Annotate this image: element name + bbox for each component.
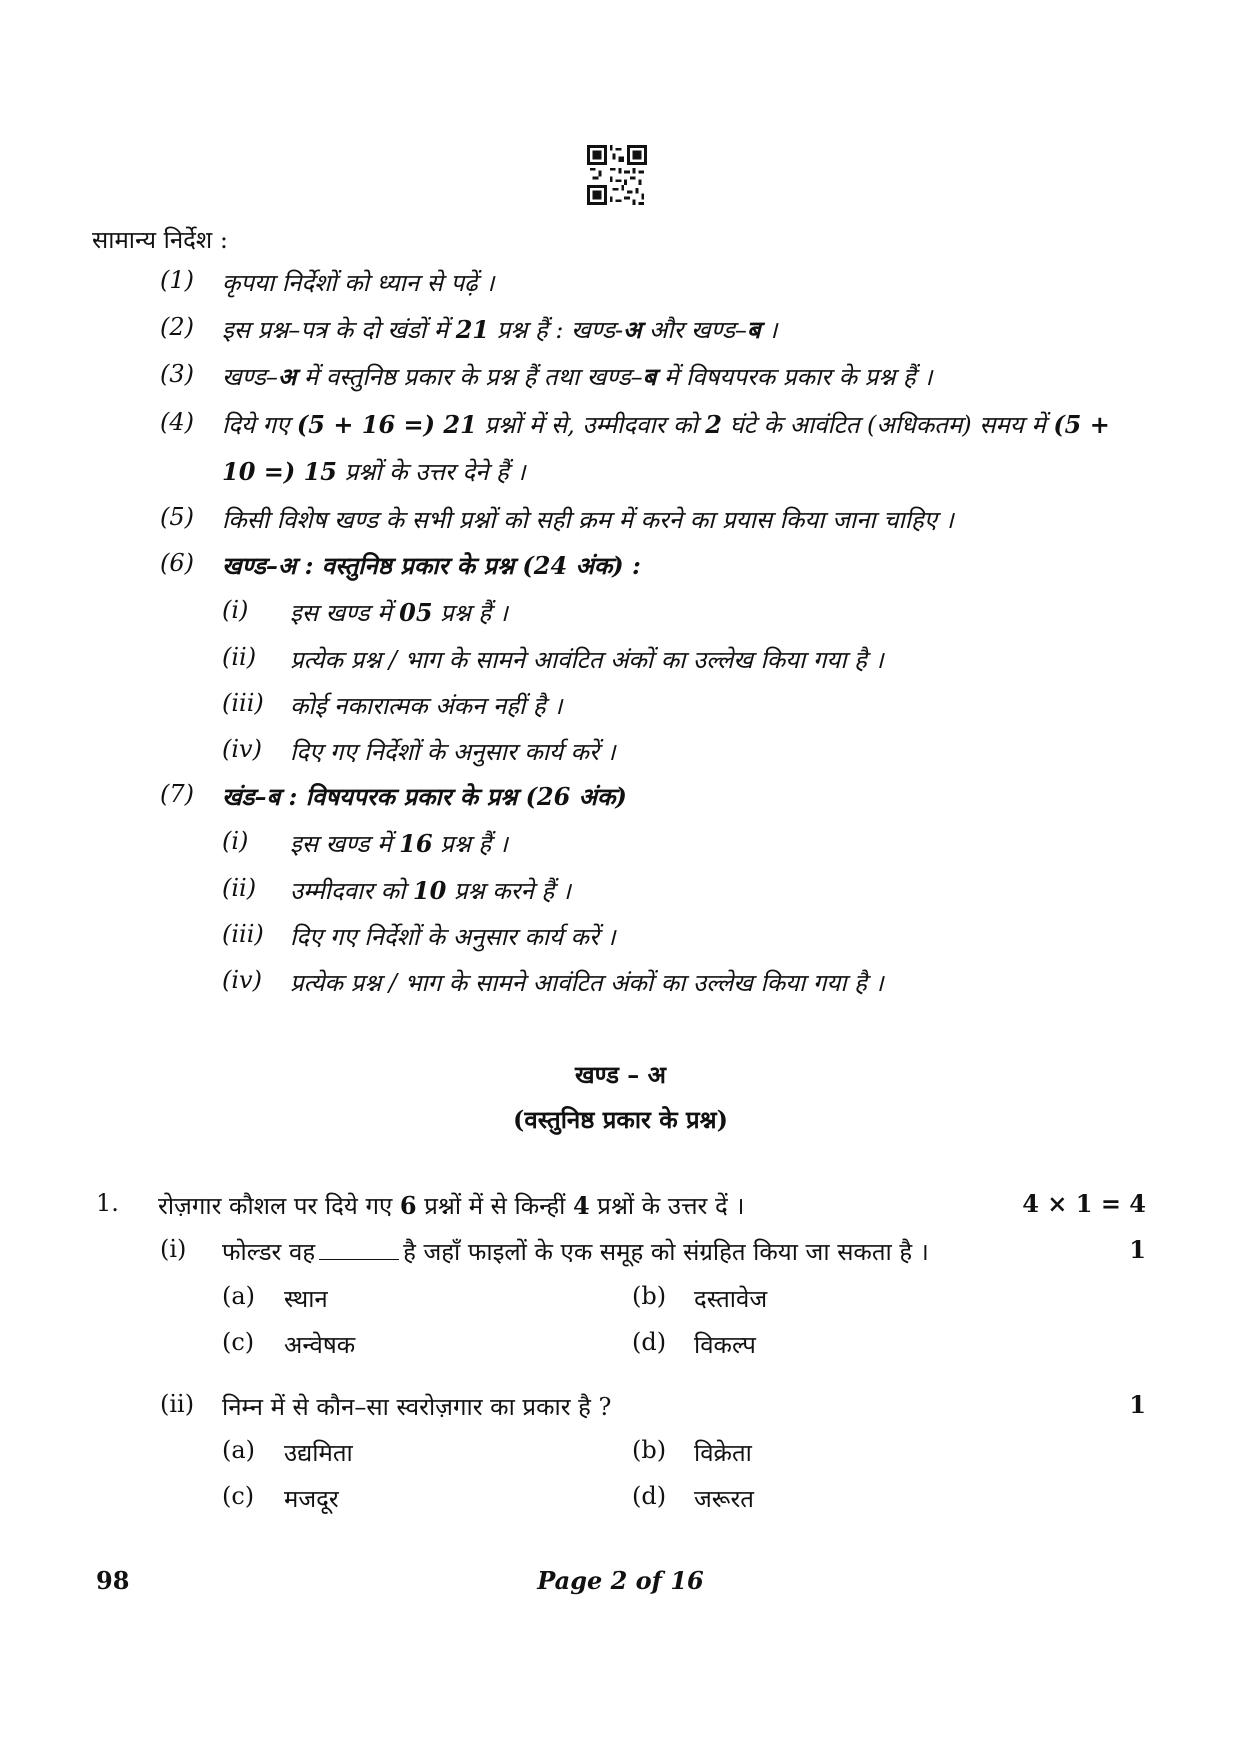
- option-label: (c): [222, 1328, 255, 1356]
- section-subtitle: (वस्तुनिष्ठ प्रकार के प्रश्न): [513, 1105, 728, 1134]
- sub-question-number: (i): [160, 1235, 187, 1263]
- question-text: रोज़गार कौशल पर दिये गए 6 प्रश्नों में से किन्हीं 4 प्रश्नों के उत्तर दें ।: [158, 1191, 745, 1220]
- option-text: स्थान: [284, 1285, 328, 1313]
- section-title: खण्ड – अ: [575, 1060, 666, 1089]
- instruction-number: (6): [160, 549, 194, 577]
- option-label: (c): [222, 1482, 255, 1510]
- sub-instruction-number: (i): [222, 827, 249, 855]
- sub-instruction-text: दिए गए निर्देशों के अनुसार कार्य करें ।: [290, 923, 616, 951]
- instruction-text: किसी विशेष खण्ड के सभी प्रश्नों को सही क्रम में करने का प्रयास किया जाना चाहिए ।: [222, 506, 954, 534]
- option-text: दस्तावेज: [694, 1285, 768, 1313]
- question-number: 1.: [96, 1189, 119, 1217]
- sub-instruction-number: (iii): [222, 689, 264, 717]
- sub-question-number: (ii): [160, 1390, 195, 1418]
- option-label: (d): [632, 1482, 667, 1510]
- sub-instruction-number: (iv): [222, 966, 262, 994]
- option-label: (b): [632, 1282, 667, 1310]
- general-instructions-heading: सामान्य निर्देश :: [92, 226, 228, 254]
- qr-code: [587, 145, 647, 205]
- sub-instruction-number: (i): [222, 596, 249, 624]
- sub-instruction-text: इस खण्ड में 05 प्रश्न हैं ।: [290, 598, 508, 627]
- option-text: उद्यमिता: [284, 1439, 353, 1467]
- sub-instruction-text: दिए गए निर्देशों के अनुसार कार्य करें ।: [290, 738, 616, 766]
- instruction-text-continued: 10 =) 15 प्रश्नों के उत्तर देने हैं ।: [222, 457, 526, 486]
- sub-question-marks: 1: [1129, 1390, 1146, 1419]
- instruction-text: दिये गए (5 + 16 =) 21 प्रश्नों में से, उम्मीदवार को 2 घंटे के आवंटित (अधिकतम) समय में (5 +: [222, 410, 1110, 439]
- sub-instruction-number: (ii): [222, 643, 257, 671]
- paper-code: 98: [96, 1566, 130, 1595]
- answer-blank: [319, 1259, 399, 1260]
- instruction-number: (2): [160, 313, 194, 341]
- instruction-number: (1): [160, 266, 194, 294]
- instruction-number: (3): [160, 360, 194, 388]
- instruction-text: इस प्रश्न–पत्र के दो खंडों में 21 प्रश्न हैं : खण्ड-अ और खण्ड–ब ।: [222, 315, 778, 344]
- sub-question-text: फोल्डर वह है जहाँ फाइलों के एक समूह को संग्रहित किया जा सकता है ।: [222, 1238, 929, 1266]
- section-a-instruction-title: खण्ड–अ : वस्तुनिष्ठ प्रकार के प्रश्न (24 अंक) :: [222, 551, 641, 580]
- sub-instruction-number: (ii): [222, 874, 257, 902]
- sub-instruction-text: प्रत्येक प्रश्न / भाग के सामने आवंटित अंकों का उल्लेख किया गया है ।: [290, 969, 884, 997]
- option-label: (a): [222, 1282, 256, 1310]
- option-label: (d): [632, 1328, 667, 1356]
- option-text: अन्वेषक: [284, 1331, 356, 1359]
- sub-question-marks: 1: [1129, 1235, 1146, 1264]
- option-label: (b): [632, 1436, 667, 1464]
- sub-instruction-text: प्रत्येक प्रश्न / भाग के सामने आवंटित अंकों का उल्लेख किया गया है ।: [290, 646, 884, 674]
- sub-question-text: निम्न में से कौन–सा स्वरोज़गार का प्रकार है ?: [222, 1393, 612, 1421]
- sub-instruction-text: उम्मीदवार को 10 प्रश्न करने हैं ।: [290, 876, 571, 905]
- page-number: Page 2 of 16: [537, 1566, 704, 1595]
- option-text: विकल्प: [694, 1331, 756, 1359]
- sub-instruction-text: इस खण्ड में 16 प्रश्न हैं ।: [290, 829, 508, 858]
- instruction-number: (5): [160, 503, 194, 531]
- section-b-instruction-title: खंड–ब : विषयपरक प्रकार के प्रश्न (26 अंक): [222, 782, 627, 811]
- instruction-number: (4): [160, 408, 194, 436]
- option-text: विक्रेता: [694, 1439, 752, 1467]
- instruction-text: कृपया निर्देशों को ध्यान से पढ़ें ।: [222, 269, 495, 297]
- instruction-text: खण्ड–अ में वस्तुनिष्ठ प्रकार के प्रश्न हैं तथा खण्ड–ब में विषयपरक प्रकार के प्रश्न हैं ।: [222, 362, 933, 391]
- instruction-number: (7): [160, 780, 194, 808]
- option-text: मजदूर: [284, 1485, 339, 1513]
- option-text: जरूरत: [694, 1485, 754, 1513]
- option-label: (a): [222, 1436, 256, 1464]
- sub-instruction-number: (iii): [222, 920, 264, 948]
- sub-instruction-number: (iv): [222, 735, 262, 763]
- sub-instruction-text: कोई नकारात्मक अंकन नहीं है ।: [290, 692, 563, 720]
- question-marks: 4 × 1 = 4: [1022, 1189, 1146, 1218]
